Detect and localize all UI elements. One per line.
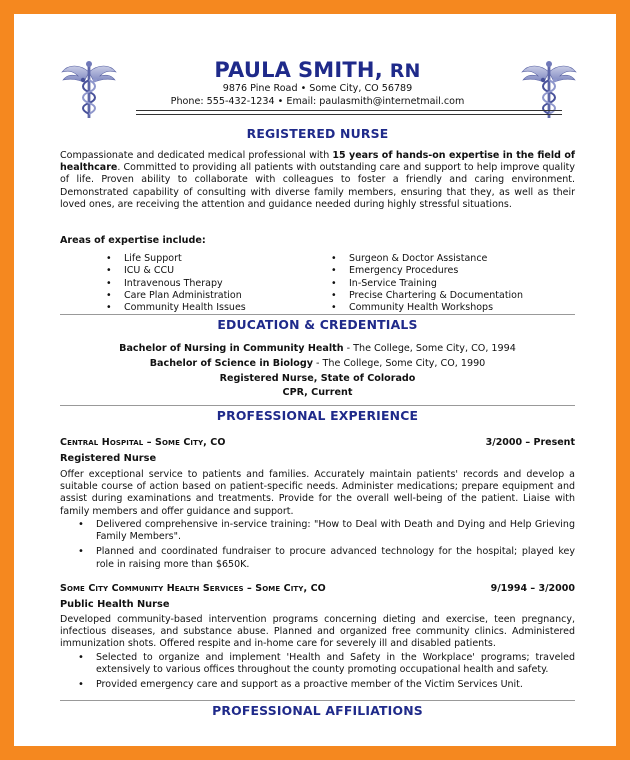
- cert-line: [60, 387, 575, 399]
- degree-detail: - The College, Some City, CO, 1994: [343, 343, 516, 354]
- summary-paragraph: [60, 150, 575, 211]
- section-title-objective: REGISTERED NURSE: [246, 126, 389, 141]
- job-achievements: [76, 519, 575, 574]
- job-employer: Central Hospital – Some City, CO: [60, 437, 226, 448]
- list-item: • Care Plan Administration: [106, 290, 246, 302]
- name-last: SMITH,: [297, 58, 383, 82]
- job-employer: Some City Community Health Services – Some City, CO: [60, 583, 326, 594]
- name-credential: RN: [389, 60, 421, 82]
- list-item: • Intravenous Therapy: [106, 278, 246, 290]
- job-header: [60, 437, 575, 451]
- list-item: • Community Health Issues: [106, 302, 246, 314]
- job-achievements: [76, 652, 575, 695]
- section-divider: [60, 405, 575, 406]
- job-summary: Offer exceptional service to patients and families. Accurately maintain patients' records and develop a suitable course of action based on patient-specific needs. Administer medications; prepare equipment and assist during examinations and treatments. Provide for the overall well-being of the patient. Liaise with family members and offer guidance and support.: [60, 469, 575, 517]
- degree-detail: - The College, Some City, CO, 1990: [313, 358, 486, 369]
- section-divider: [60, 314, 575, 315]
- list-item: • Surgeon & Doctor Assistance: [331, 253, 523, 265]
- address-line: 9876 Pine Road • Some City, CO 56789: [222, 83, 413, 94]
- expertise-list-left: [106, 253, 246, 314]
- section-divider: [60, 700, 575, 701]
- summary-highlight: 15 years of hands-on expertise in the field of healthcare: [60, 150, 575, 174]
- job-summary: Developed community-based intervention programs concerning dieting and exercise, teen pregnancy, infectious diseases, and substance abuse. Planned and organized free community clinics. Administered immunization shots. Offered respite and in-home care for severely ill and disabled patients.: [60, 614, 575, 650]
- list-item: • Life Support: [106, 253, 246, 265]
- resume-page: [14, 14, 616, 746]
- degree-name: Bachelor of Nursing in Community Health: [119, 343, 344, 354]
- job-title: Registered Nurse: [60, 453, 157, 464]
- degree-biology: [60, 358, 575, 370]
- job-dates: 3/2000 – Present: [485, 437, 575, 448]
- license-line: [60, 373, 575, 385]
- list-item: • Planned and coordinated fundraiser to procure advanced technology for the hospital; played key role in raising more than $650K.: [76, 546, 575, 570]
- expertise-list-right: [331, 253, 523, 314]
- list-item: • Community Health Workshops: [331, 302, 523, 314]
- license-text: Registered Nurse, State of Colorado: [219, 373, 416, 384]
- candidate-name: [60, 58, 575, 82]
- section-title-experience: PROFESSIONAL EXPERIENCE: [216, 408, 419, 423]
- contact-line: Phone: 555-432-1234 • Email: paulasmith@internetmail.com: [170, 96, 465, 107]
- section-title-affiliations: PROFESSIONAL AFFILIATIONS: [212, 703, 423, 718]
- summary-text-rest: . Committed to providing all patients with outstanding care and support to help improve quality of life. Proven ability to collaborate with colleagues to foster a friendly and caring environment. Demonstrated capability of consulting with diverse family members, ensuring that they, as well as their loved ones, are receiving the attention and guidance needed during highly stressful situations.: [60, 162, 575, 210]
- summary-text: Compassionate and dedicated medical professional with: [60, 150, 333, 161]
- list-item: • Delivered comprehensive in-service training: "How to Deal with Death and Dying and Help Grieving Family Members".: [76, 519, 575, 543]
- job-header: [60, 583, 575, 597]
- name-first: PAULA: [214, 58, 292, 82]
- list-item: • Precise Chartering & Documentation: [331, 290, 523, 302]
- job-dates: 9/1994 – 3/2000: [490, 583, 575, 594]
- list-item: • Emergency Procedures: [331, 265, 523, 277]
- degree-nursing: [60, 343, 575, 355]
- degree-name: Bachelor of Science in Biology: [149, 358, 313, 369]
- expertise-label: Areas of expertise include:: [60, 235, 206, 246]
- header-rule-bottom: [136, 114, 562, 115]
- list-item: • Provided emergency care and support as a proactive member of the Victim Services Unit.: [76, 679, 575, 691]
- cert-text: CPR, Current: [282, 387, 353, 398]
- section-title-education: EDUCATION & CREDENTIALS: [217, 317, 418, 332]
- list-item: • ICU & CCU: [106, 265, 246, 277]
- list-item: • Selected to organize and implement 'Health and Safety in the Workplace' programs; traveled extensively to various offices throughout the county promoting occupational health and safety.: [76, 652, 575, 676]
- header-rule-top: [136, 110, 562, 111]
- list-item: • In-Service Training: [331, 278, 523, 290]
- job-title: Public Health Nurse: [60, 599, 170, 610]
